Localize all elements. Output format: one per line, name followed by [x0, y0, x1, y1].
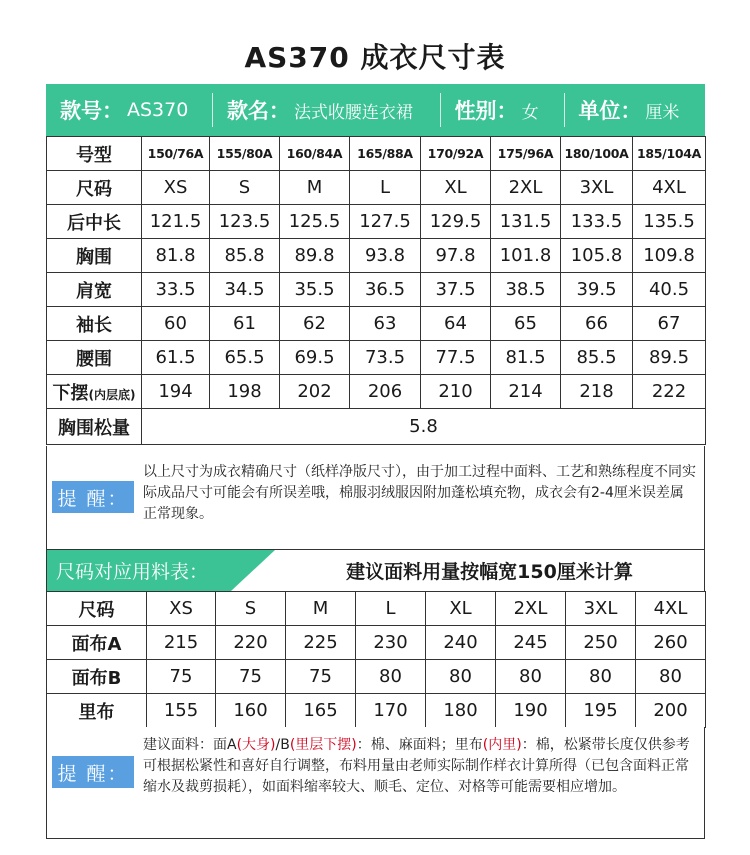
table-row	[47, 341, 706, 375]
table-cell: 89.5	[633, 341, 706, 375]
table-cell: 65	[491, 307, 561, 341]
gender-label: 性别：	[454, 99, 518, 123]
table-cell: 36.5	[350, 273, 421, 307]
row-header-sublabel: (内层底)	[88, 387, 136, 402]
table-cell: 85.5	[561, 341, 633, 375]
advice-segment: /B	[275, 737, 290, 753]
table-cell: 109.8	[633, 239, 706, 273]
table-cell: 150/76A	[142, 137, 210, 171]
table-cell: 80	[636, 660, 706, 694]
table-cell: 81.5	[491, 341, 561, 375]
table-cell: XL	[421, 171, 491, 205]
table-cell: 240	[426, 626, 496, 660]
table-cell: 155	[147, 694, 216, 728]
table-row	[47, 171, 706, 205]
style-no-label: 款号：	[60, 99, 123, 123]
table-cell: 123.5	[210, 205, 280, 239]
table-cell: 170/92A	[421, 137, 491, 171]
table-cell: 222	[633, 375, 706, 409]
reminder-box-1	[46, 446, 705, 550]
table-cell: 155/80A	[210, 137, 280, 171]
table-cell: 260	[636, 626, 706, 660]
table-cell: 34.5	[210, 273, 280, 307]
table-cell: 77.5	[421, 341, 491, 375]
table-cell: 180/100A	[561, 137, 633, 171]
table-cell: 214	[491, 375, 561, 409]
table-cell: 185/104A	[633, 137, 706, 171]
table-cell: 170	[356, 694, 426, 728]
table-row	[47, 375, 706, 409]
fabric-advice-text	[143, 735, 697, 798]
table-cell: XS	[142, 171, 210, 205]
fabric-usage-note: 建议面料用量按幅宽150厘米计算	[346, 561, 633, 583]
advice-highlight: (里层下摆)	[289, 737, 357, 753]
advice-segment: ：棉，松紧带长度仅供参考可根据松紧性和喜好自行调整，布料用量由老师实际制作样衣计算所得（已包含面料正常缩水及裁剪损耗），如面料缩率较大、顺毛、定位、对格等可能需要相应增加。	[143, 737, 690, 795]
gender-value: 女	[521, 102, 539, 123]
table-cell: 3XL	[566, 592, 636, 626]
table-row	[47, 307, 706, 341]
table-cell: 245	[496, 626, 566, 660]
table-cell: 33.5	[142, 273, 210, 307]
table-cell: 101.8	[491, 239, 561, 273]
table-cell: 4XL	[633, 171, 706, 205]
table-cell: 133.5	[561, 205, 633, 239]
table-cell: 165/88A	[350, 137, 421, 171]
table-cell: 121.5	[142, 205, 210, 239]
table-cell: 40.5	[633, 273, 706, 307]
table-cell: 220	[216, 626, 286, 660]
table-cell: 105.8	[561, 239, 633, 273]
fabric-table	[46, 591, 706, 728]
row-header: 胸围	[47, 239, 142, 273]
table-cell: 97.8	[421, 239, 491, 273]
table-cell: 93.8	[350, 239, 421, 273]
table-row	[47, 592, 706, 626]
table-cell: 81.8	[142, 239, 210, 273]
row-header: 肩宽	[47, 273, 142, 307]
table-cell: 131.5	[491, 205, 561, 239]
table-cell: 129.5	[421, 205, 491, 239]
table-cell: 35.5	[280, 273, 350, 307]
row-header: 尺码	[47, 171, 142, 205]
table-cell: S	[216, 592, 286, 626]
table-cell: 73.5	[350, 341, 421, 375]
table-cell: 69.5	[280, 341, 350, 375]
table-row	[47, 660, 706, 694]
table-cell: 85.8	[210, 239, 280, 273]
unit-label: 单位：	[578, 99, 642, 123]
table-cell: 3XL	[561, 171, 633, 205]
advice-segment: 建议面料：面A	[143, 737, 237, 753]
table-cell: 2XL	[496, 592, 566, 626]
gender-field	[441, 84, 564, 136]
reminder-box-2	[46, 727, 705, 839]
table-cell: M	[280, 171, 350, 205]
table-cell: S	[210, 171, 280, 205]
table-cell: 160	[216, 694, 286, 728]
advice-segment: ：棉、麻面料；里布	[356, 737, 483, 753]
table-cell: 250	[566, 626, 636, 660]
table-cell: 125.5	[280, 205, 350, 239]
row-header: 后中长	[47, 205, 142, 239]
style-info-bar	[46, 84, 705, 136]
table-cell: 190	[496, 694, 566, 728]
table-cell: 61.5	[142, 341, 210, 375]
reminder-text: 以上尺寸为成衣精确尺寸（纸样净版尺寸），由于加工过程中面料、工艺和熟练程度不同实际成品尺寸可能会有所误差哦，棉服羽绒服因附加蓬松填充物，成衣会有2-4厘米误差属正常现象。	[143, 464, 696, 522]
table-cell: 80	[356, 660, 426, 694]
table-cell: 230	[356, 626, 426, 660]
table-cell: 225	[286, 626, 356, 660]
table-cell: XL	[426, 592, 496, 626]
table-cell: 198	[210, 375, 280, 409]
table-cell: 4XL	[636, 592, 706, 626]
fabric-usage-title: 尺码对应用料表：	[47, 550, 231, 591]
table-cell: 180	[426, 694, 496, 728]
style-name-field	[213, 84, 440, 136]
table-cell: 61	[210, 307, 280, 341]
table-cell: 64	[421, 307, 491, 341]
table-cell: 37.5	[421, 273, 491, 307]
style-name-label: 款名：	[226, 99, 290, 123]
table-row	[47, 205, 706, 239]
table-cell: 75	[147, 660, 216, 694]
reminder-label: 提 醒：	[52, 481, 134, 513]
table-row	[47, 137, 706, 171]
table-cell: 200	[636, 694, 706, 728]
row-header: 尺码	[47, 592, 147, 626]
table-row	[47, 409, 706, 445]
row-header	[47, 375, 142, 409]
table-cell: 202	[280, 375, 350, 409]
table-cell: 89.8	[280, 239, 350, 273]
table-cell: 127.5	[350, 205, 421, 239]
row-header: 腰围	[47, 341, 142, 375]
table-cell: 67	[633, 307, 706, 341]
table-cell: 2XL	[491, 171, 561, 205]
style-no-field	[46, 84, 212, 136]
advice-highlight: (内里)	[482, 737, 522, 753]
table-cell: XS	[147, 592, 216, 626]
table-cell: 39.5	[561, 273, 633, 307]
ease-value: 5.8	[142, 409, 706, 445]
table-cell: L	[350, 171, 421, 205]
table-cell: M	[286, 592, 356, 626]
row-header: 面布B	[47, 660, 147, 694]
table-cell: 60	[142, 307, 210, 341]
row-header: 袖长	[47, 307, 142, 341]
title-tab-notch	[231, 550, 275, 591]
table-cell: 215	[147, 626, 216, 660]
table-cell: 75	[216, 660, 286, 694]
table-cell: 80	[426, 660, 496, 694]
table-cell: 75	[286, 660, 356, 694]
unit-field	[564, 84, 705, 136]
reminder-label: 提 醒：	[52, 756, 134, 788]
table-cell: 210	[421, 375, 491, 409]
table-cell: 195	[566, 694, 636, 728]
style-no-value: AS370	[127, 99, 189, 121]
fabric-usage-bar	[46, 549, 705, 591]
table-row	[47, 626, 706, 660]
table-cell: 80	[566, 660, 636, 694]
table-cell: 175/96A	[491, 137, 561, 171]
row-header: 面布A	[47, 626, 147, 660]
table-cell: 63	[350, 307, 421, 341]
row-header: 里布	[47, 694, 147, 728]
table-cell: 80	[496, 660, 566, 694]
size-table	[46, 136, 706, 445]
table-cell: 165	[286, 694, 356, 728]
table-cell: 160/84A	[280, 137, 350, 171]
table-cell: 38.5	[491, 273, 561, 307]
table-cell: 206	[350, 375, 421, 409]
style-name-value: 法式收腰连衣裙	[293, 102, 413, 123]
table-cell: 194	[142, 375, 210, 409]
page-title: AS370 成衣尺寸表	[244, 41, 506, 74]
row-header-label: 下摆	[52, 382, 89, 404]
table-row	[47, 273, 706, 307]
table-cell: 135.5	[633, 205, 706, 239]
table-row	[47, 239, 706, 273]
row-header: 号型	[47, 137, 142, 171]
table-row	[47, 694, 706, 728]
table-cell: 65.5	[210, 341, 280, 375]
advice-highlight: (大身)	[236, 737, 276, 753]
table-cell: L	[356, 592, 426, 626]
unit-value: 厘米	[645, 102, 680, 123]
table-cell: 218	[561, 375, 633, 409]
row-header: 胸围松量	[47, 409, 142, 445]
table-cell: 62	[280, 307, 350, 341]
table-cell: 66	[561, 307, 633, 341]
